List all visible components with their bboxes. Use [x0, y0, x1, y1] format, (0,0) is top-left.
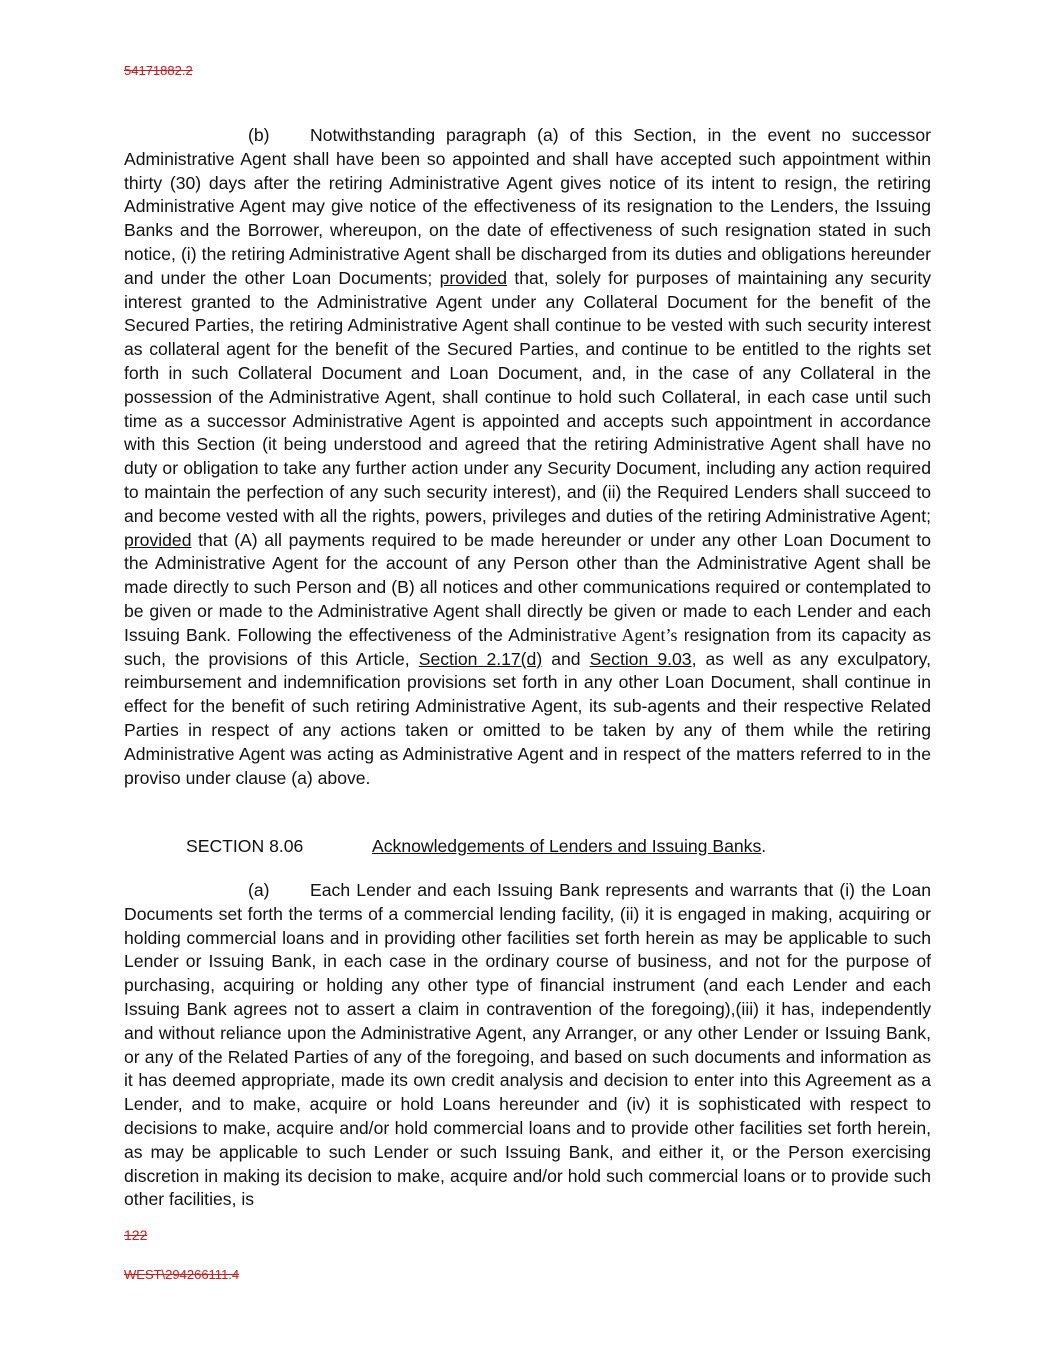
provided-term-2: provided — [124, 529, 192, 550]
section-title: Acknowledgements of Lenders and Issuing Banks — [372, 836, 762, 856]
page-number: 122 — [124, 1227, 148, 1243]
paragraph-b-text-serif: ative Agent’s — [581, 624, 678, 645]
paragraph-b-text-2: that, solely for purposes of maintaining any security interest granted to the Administrative Agent under any Collateral Document for the benefit of the Secured Parties, the retiring Administrative Agent shall continue to be vested with such security interest as collateral agent for the benefit of the Secured Parties, and continue to be entitled to the rights set forth in such Collateral Document and Loan Document, and, in the case of any Collateral in the possession of the Administrative Agent, shall continue to hold such Collateral, in each case until such time as a successor Administrative Agent is appointed and accepts such appointment in accordance with this Section (it being understood and agreed that the retiring Administrative Agent shall have no duty or obligation to take any further action under any Security Document, including any action required to maintain the perfection of any such security interest), and (ii) the Required Lenders shall succeed to and become vested with all the rights, powers, privileges and duties of the retiring Administrative Agent; — [124, 267, 931, 526]
section-ref-9-03[interactable]: Section 9.03 — [589, 648, 692, 669]
paragraph-b-text-1: Notwithstanding paragraph (a) of this Section, in the event no successor Administrative Agent shall have been so appointed and shall have accepted such appointment within thirty (30) days after the retiring Administrative Agent gives notice of its intent to resign, the retiring Administrative Agent may give notice of the effectiveness of its resignation to the Lenders, the Issuing Banks and the Borrower, whereupon, on the date of effectiveness of such resignation stated in such notice, (i) the retiring Administrative Agent shall be discharged from its duties and obligations hereunder and under the other Loan Documents; — [124, 125, 931, 288]
paragraph-b-text-3: that (A) all payments required to be made hereunder or under any other Loan Document to the Administrative Agent for the account of any Person other than the Administrative Agent shall be made directly to such Person and (B) all notices and other communications required or contemplated to be given or made to the Administrative Agent shall directly be given or made to each Lender and each Issuing Bank. Following the effectiveness of the Administr — [124, 529, 931, 645]
paragraph-a — [124, 879, 931, 1212]
paragraph-b — [124, 124, 931, 790]
section-title-period: . — [761, 836, 767, 856]
section-heading — [186, 835, 766, 859]
section-number: SECTION 8.06 — [186, 836, 304, 856]
section-ref-2-17d[interactable]: Section 2.17(d) — [418, 648, 543, 669]
paragraph-label-b: (b) — [248, 125, 270, 145]
document-id-footer: WEST\294266111.4 — [124, 1267, 240, 1282]
paragraph-b-text-5: and — [551, 648, 581, 669]
paragraph-label-a: (a) — [248, 880, 270, 900]
paragraph-b-text-6: , as well as any exculpatory, reimbursement and indemnification provisions set forth in any other Loan Document, shall continue in effect for the benefit of such retiring Administrative Agent, its sub-agents and their respective Related Parties in respect of any actions taken or omitted to be taken by any of them while the retiring Administrative Agent was acting as Administrative Agent and in respect of the matters referred to in the proviso under clause (a) above. — [124, 648, 931, 788]
document-id-header: 54171882.2 — [124, 63, 193, 78]
paragraph-a-text: Each Lender and each Issuing Bank represents and warrants that (i) the Loan Documents set forth the terms of a commercial lending facility, (ii) it is engaged in making, acquiring or holding commercial loans and in providing other facilities set forth herein as may be applicable to such Lender or Issuing Bank, in each case in the ordinary course of business, and not for the purpose of purchasing, acquiring or holding any other type of financial instrument (and each Lender and each Issuing Bank agrees not to assert a claim in contravention of the foregoing),(iii) it has, independently and without reliance upon the Administrative Agent, any Arranger, or any other Lender or Issuing Bank, or any of the Related Parties of any of the foregoing, and based on such documents and information as it has deemed appropriate, made its own credit analysis and decision to enter into this Agreement as a Lender, and to make, acquire or hold Loans hereunder and (iv) it is sophisticated with respect to decisions to make, acquire and/or hold commercial loans and to provide other facilities set forth herein, as may be applicable to such Lender or such Issuing Bank, and either it, or the Person exercising discretion in making its decision to make, acquire and/or hold such commercial loans or to provide such other facilities, is — [124, 880, 931, 1210]
provided-term-1: provided — [439, 267, 508, 288]
paragraph-b-text-4: resignation from its capacity as such, the provisions of this Article, — [124, 624, 932, 669]
